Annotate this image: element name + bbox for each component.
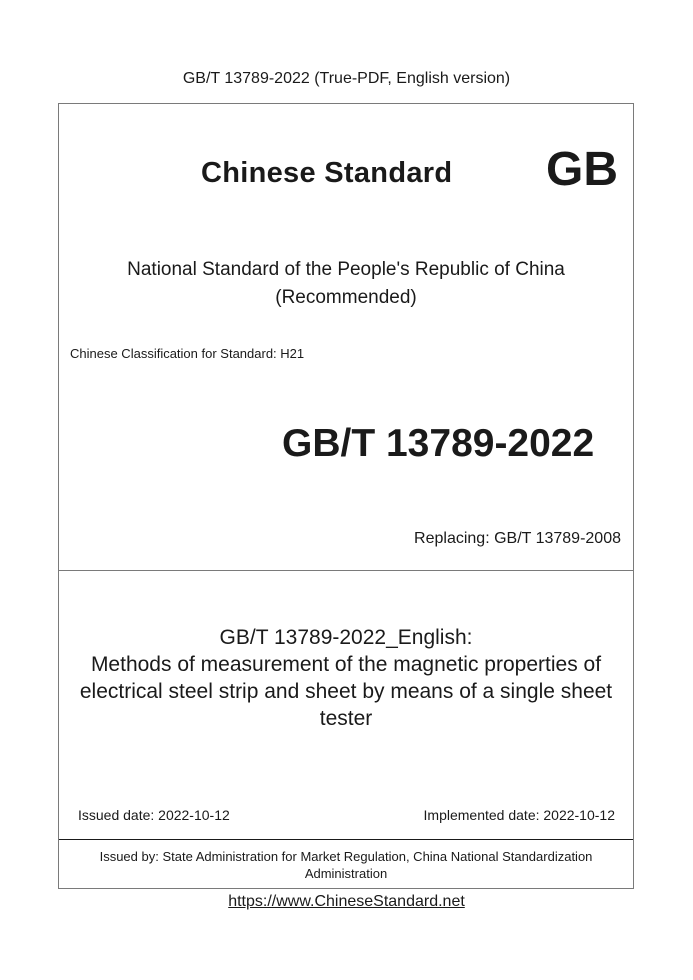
title-line: tester — [319, 707, 373, 730]
title-line: Methods of measurement of the magnetic properties of — [90, 653, 602, 676]
chinese-standard-heading: Chinese Standard — [201, 157, 453, 189]
implemented-date: Implemented date: 2022-10-12 — [423, 807, 615, 823]
cover-top-section — [59, 104, 633, 571]
replacing-label: Replacing: GB/T 13789-2008 — [414, 530, 621, 547]
national-standard-label — [59, 256, 633, 312]
issued-date: Issued date: 2022-10-12 — [78, 807, 230, 823]
national-standard-line: National Standard of the People's Republic of China — [127, 259, 565, 280]
standard-number: GB/T 13789-2022 — [282, 422, 595, 465]
title-line: electrical steel strip and sheet by means of a single sheet — [79, 680, 613, 703]
gb-mark: GB — [546, 143, 618, 196]
issuer-line: Issued by: State Administration for Market Regulation, China National Standardization — [99, 849, 593, 864]
document-title — [59, 624, 633, 732]
title-line: GB/T 13789-2022_English: — [219, 626, 473, 649]
classification-label: Chinese Classification for Standard: H21 — [70, 346, 305, 361]
issuer-box — [59, 839, 633, 888]
issuer-line: Administration — [304, 866, 388, 881]
document-header: GB/T 13789-2022 (True-PDF, English version) — [182, 70, 511, 87]
recommended-line: (Recommended) — [275, 287, 417, 308]
website-link[interactable]: https://www.ChineseStandard.net — [228, 893, 465, 910]
cover-frame — [58, 103, 634, 889]
